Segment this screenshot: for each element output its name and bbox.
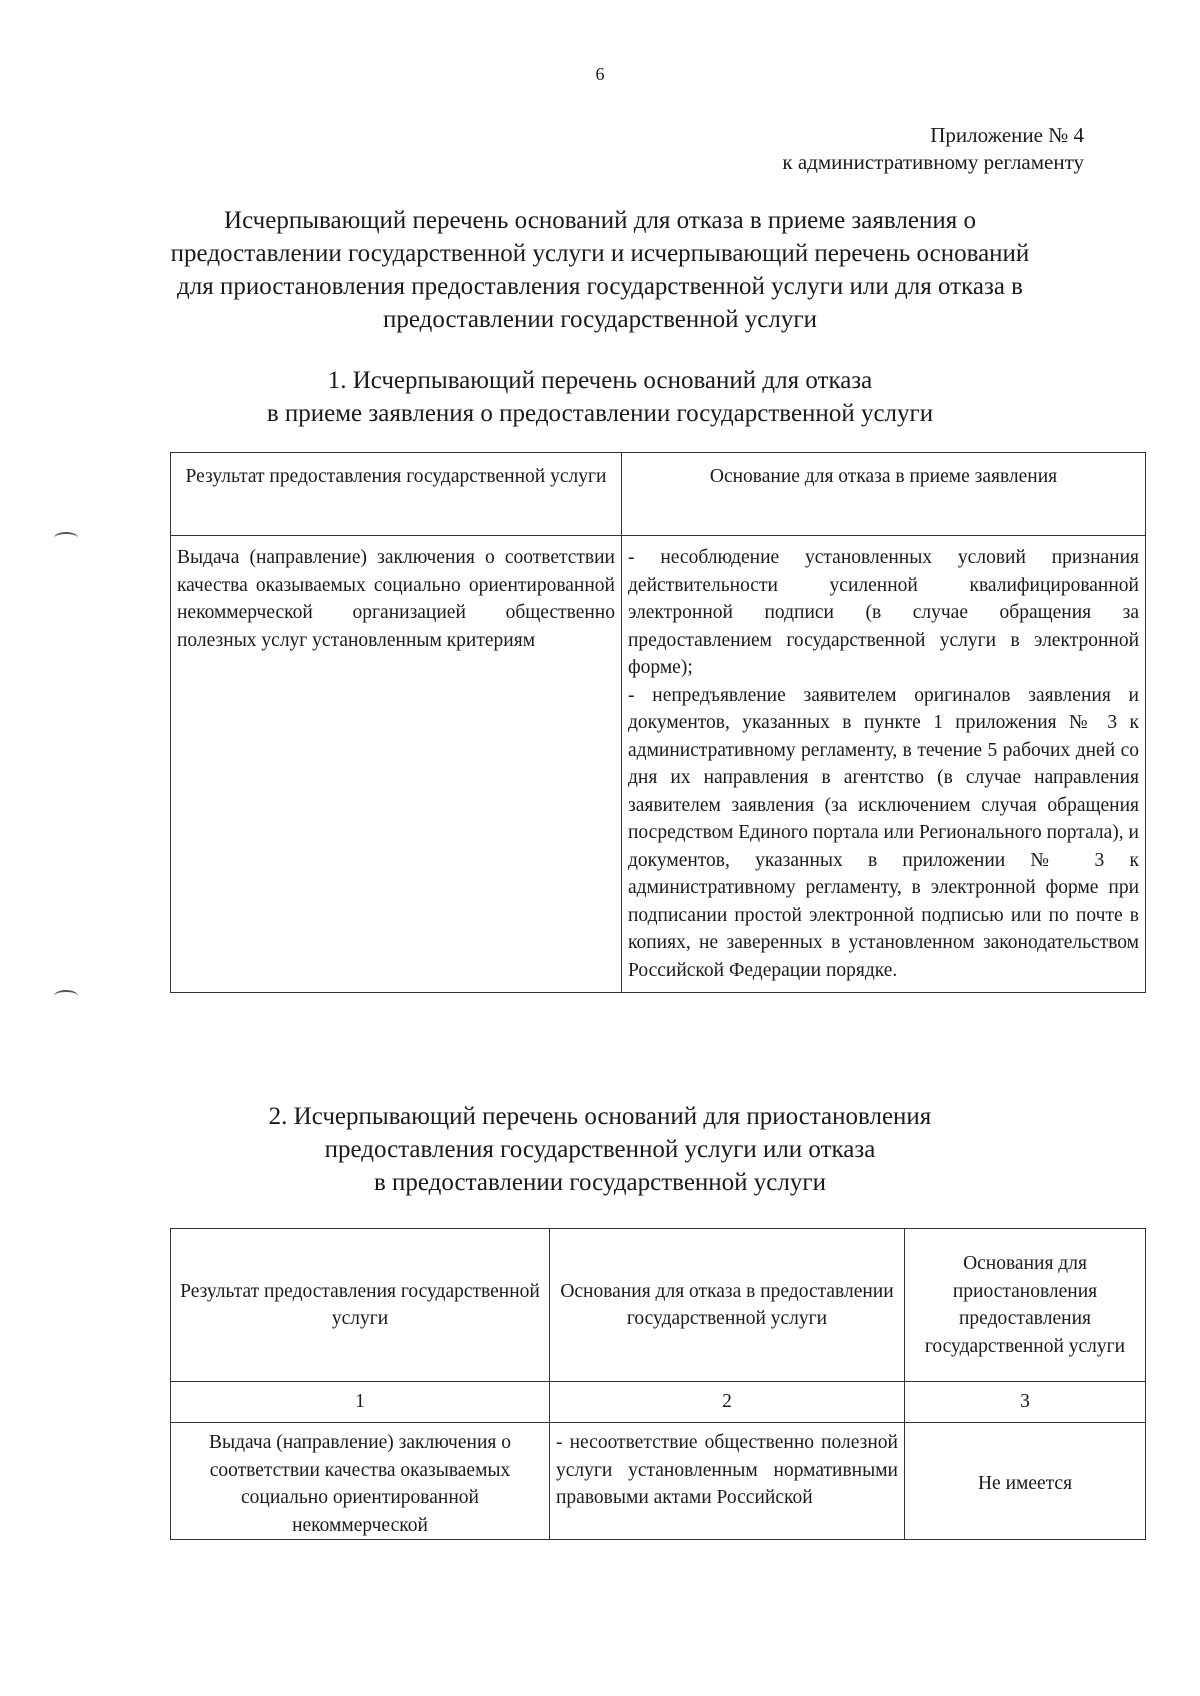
header-suspension-grounds: Основания для приостановления предоставления государственной услуги xyxy=(905,1229,1146,1382)
section-2-title-line-2: предоставления государственной услуги или отказа xyxy=(324,1136,876,1163)
column-number: 2 xyxy=(550,1382,905,1423)
appendix-line-2: к административному регламенту xyxy=(782,150,1084,174)
column-number: 1 xyxy=(171,1382,550,1423)
reason-item: - непредъявление заявителем оригиналов заявления и документов, указанных в пункте 1 приложения № 3 к административному регламенту, в течение 5 рабочих дней со дня их направления в агентство (в случае направления заявителем заявления (за исключением случая обращения посредством Единого портала или Регионального портала), и документов, указанных в приложении № 3 к административному регламенту, в электронной форме при подписании простой электронной подписью или по почте в копиях, не заверенных в установленном законодательством Российской Федерации порядке. xyxy=(628,684,1139,981)
scan-artifact-mark xyxy=(54,990,78,1002)
page-number: 6 xyxy=(595,64,605,84)
table-header-row xyxy=(171,453,1146,536)
section-2-title-line-3: в предоставлении государственной услуги xyxy=(373,1169,827,1196)
appendix-note xyxy=(782,122,1084,176)
section-2-title-line-1: 2. Исчерпывающий перечень оснований для приостановления xyxy=(268,1103,932,1130)
section-2-title xyxy=(170,1100,1030,1199)
appendix-line-1: Приложение № 4 xyxy=(930,123,1084,147)
section-1-title-line-2: в приеме заявления о предоставлении государственной услуги xyxy=(266,400,934,427)
table-row xyxy=(171,1423,1146,1540)
reason-item: - несоблюдение установленных условий признания действительности усиленной квалифицированной электронной подписи (в случае обращения за предоставлением государственной услуги в электронной форме); xyxy=(628,547,1139,678)
header-refusal-grounds: Основания для отказа в предоставлении государственной услуги xyxy=(550,1229,905,1382)
table-row xyxy=(171,536,1146,993)
refusal-suspension-table xyxy=(170,1228,1146,1540)
header-result: Результат предоставления государственной услуги xyxy=(171,453,622,536)
document-title: Исчерпывающий перечень оснований для отказа в приеме заявления о предоставлении государственной услуги и исчерпывающий перечень оснований для приостановления предоставления государственной услуги или для отказа в предоставлении государственной услуги xyxy=(170,207,1030,333)
section-1-title-line-1: 1. Исчерпывающий перечень оснований для отказа xyxy=(327,367,873,394)
column-number: 3 xyxy=(905,1382,1146,1423)
column-number-row xyxy=(171,1382,1146,1423)
cell-reasons xyxy=(622,536,1146,993)
table-header-row xyxy=(171,1229,1146,1382)
refusal-acceptance-table xyxy=(170,452,1146,993)
cell-suspension: Не имеется xyxy=(905,1423,1146,1540)
cell-result: Выдача (направление) заключения о соответствии качества оказываемых социально ориентированной некоммерческой организацией общественно полезных услуг установленным критериям xyxy=(171,536,622,993)
scan-artifact-mark xyxy=(54,532,78,544)
cell-refusal: - несоответствие общественно полезной услуги установленным нормативными правовыми актами Российской xyxy=(550,1423,905,1540)
cell-result: Выдача (направление) заключения о соответствии качества оказываемых социально ориентированной некоммерческой xyxy=(171,1423,550,1540)
header-reason: Основание для отказа в приеме заявления xyxy=(622,453,1146,536)
section-1-title xyxy=(170,364,1030,430)
header-result: Результат предоставления государственной услуги xyxy=(171,1229,550,1382)
